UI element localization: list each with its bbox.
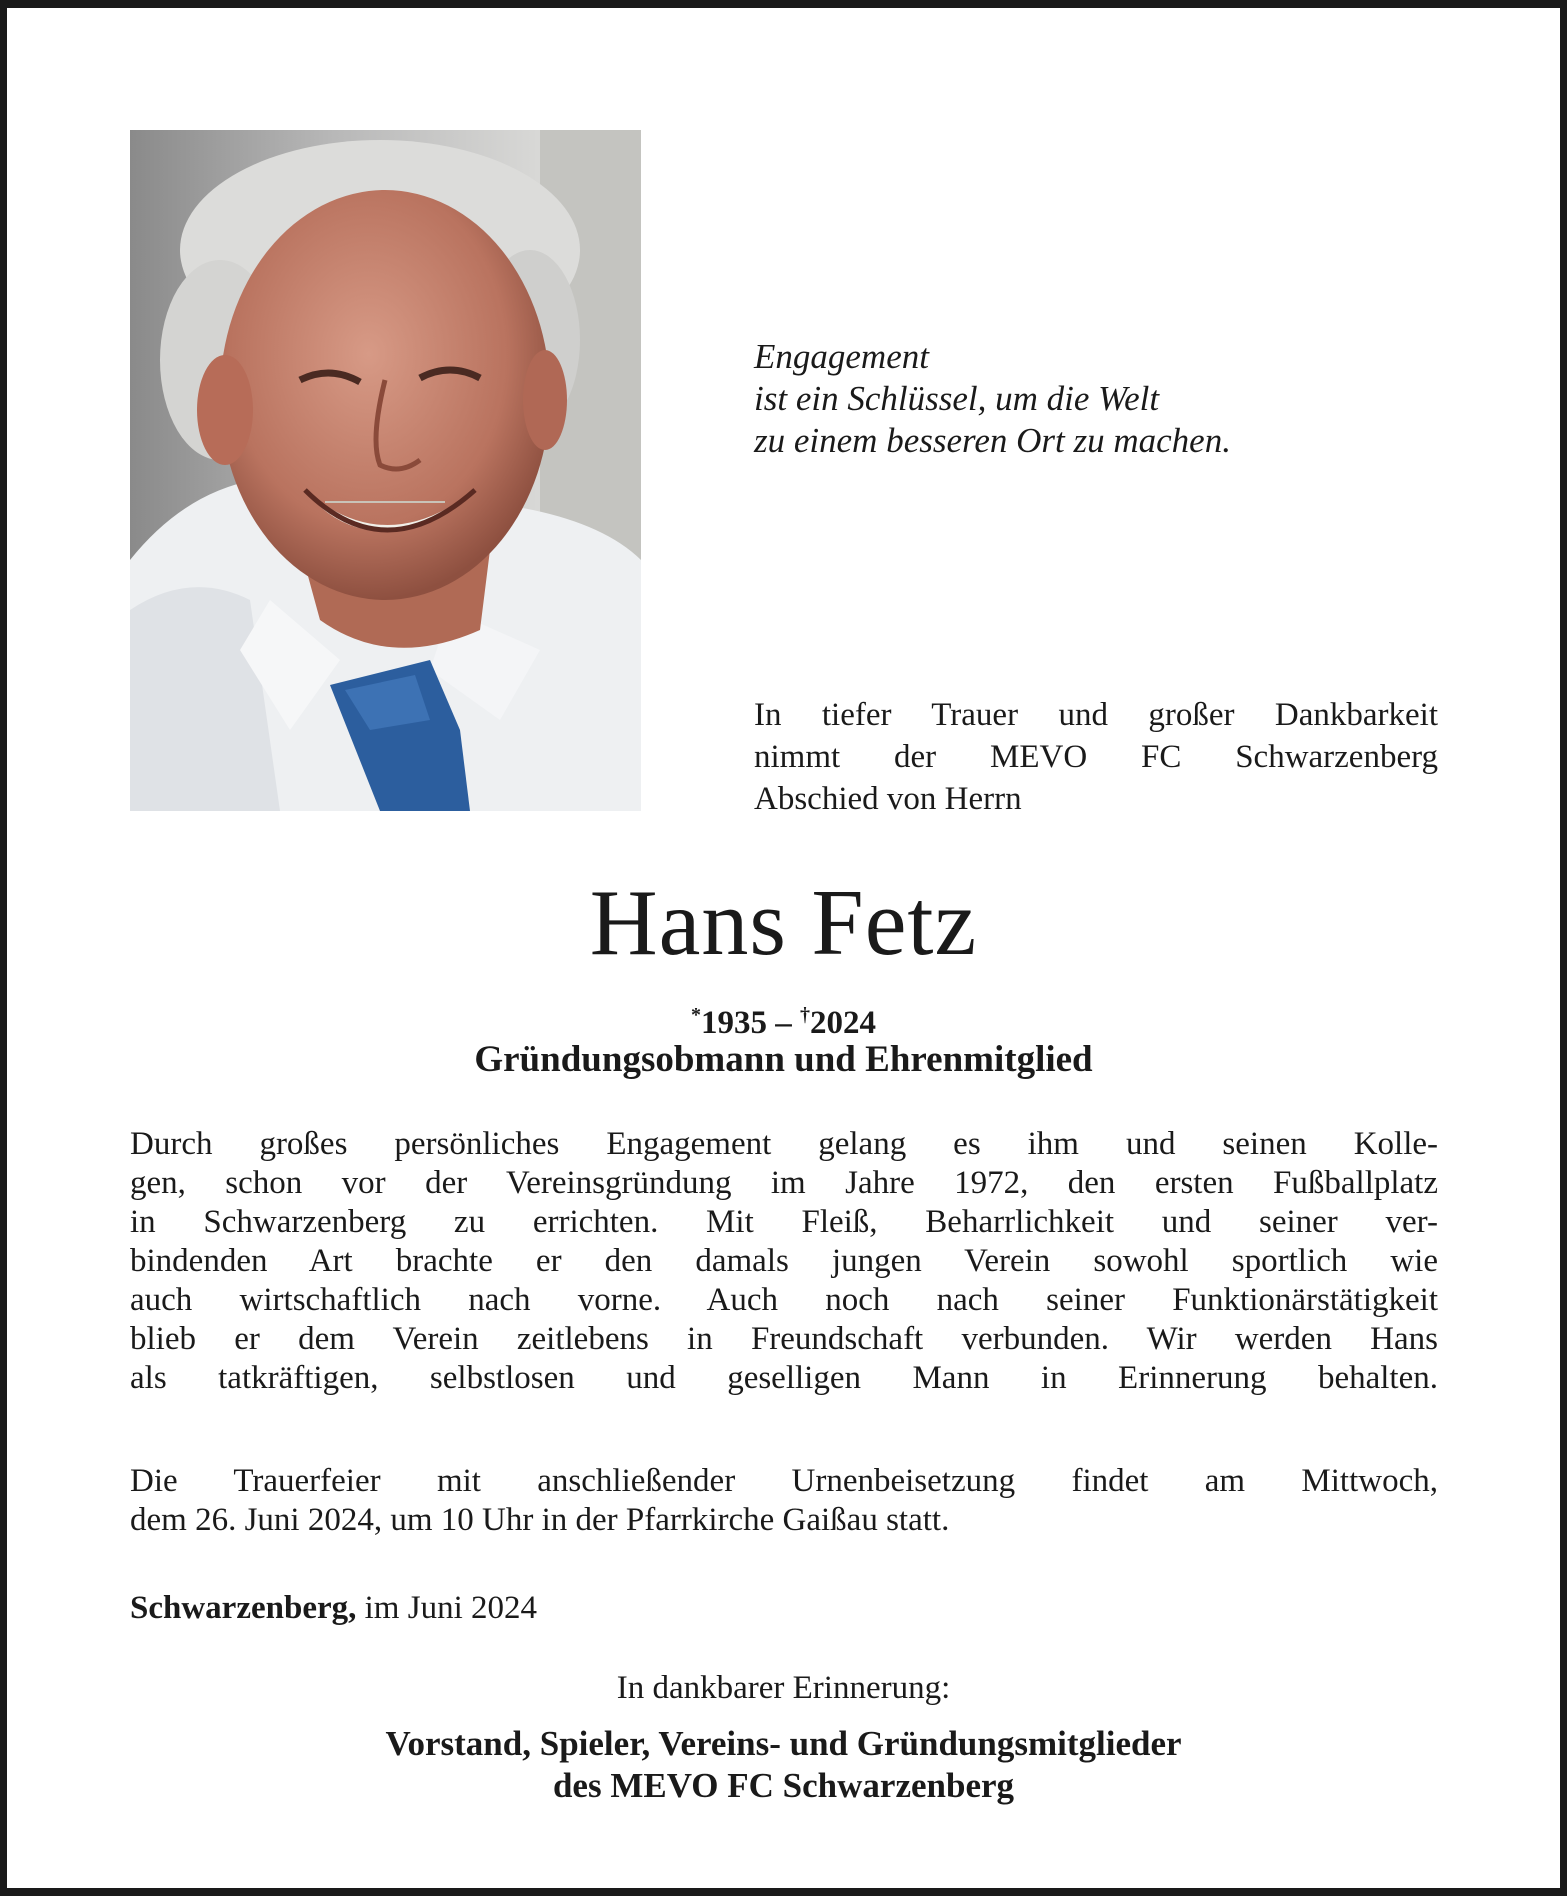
deceased-role: Gründungsobmann und Ehrenmitglied xyxy=(474,1039,1093,1080)
signers-line: Vorstand, Spieler, Vereins- und Gründungsmitglieder xyxy=(385,1724,1182,1763)
funeral-info-paragraph xyxy=(130,1462,1438,1540)
signers xyxy=(0,1723,1567,1807)
quote xyxy=(754,336,1454,462)
quote-line: zu einem besseren Ort zu machen. xyxy=(754,421,1231,460)
intro-line: Abschied von Herrn xyxy=(754,781,1022,817)
paragraph-line: bindenden Art brachte er den damals jungen Verein sowohl sportlich wie xyxy=(130,1243,1438,1279)
portrait-photo-image xyxy=(130,130,641,811)
deceased-name: Hans Fetz xyxy=(589,871,978,975)
place: Schwarzenberg, xyxy=(130,1590,357,1626)
place-date xyxy=(130,1588,537,1628)
date: im Juni 2024 xyxy=(356,1590,537,1626)
paragraph-line: blieb er dem Verein zeitlebens in Freundschaft verbunden. Wir werden Hans xyxy=(130,1321,1438,1357)
portrait-photo xyxy=(130,130,641,811)
quote-line: Engagement xyxy=(754,337,929,376)
birth-symbol: * xyxy=(691,1004,701,1026)
closing-thanks: In dankbarer Erinnerung: xyxy=(616,1670,951,1706)
paragraph-line: gen, schon vor der Vereinsgründung im Jahre 1972, den ersten Fußballplatz xyxy=(130,1165,1438,1201)
intro-line: nimmt der MEVO FC Schwarzenberg xyxy=(754,739,1438,775)
announcement-intro xyxy=(754,694,1438,820)
paragraph-line: in Schwarzenberg zu errichten. Mit Fleiß, Beharrlichkeit und seiner ver- xyxy=(130,1204,1438,1240)
paragraph-line: Die Trauerfeier mit anschließender Urnenbeisetzung findet am Mittwoch, xyxy=(130,1463,1438,1499)
paragraph-line: Durch großes persönliches Engagement gelang es ihm und seinen Kolle- xyxy=(130,1126,1438,1162)
intro-line: In tiefer Trauer und großer Dankbarkeit xyxy=(754,697,1438,733)
signers-line: des MEVO FC Schwarzenberg xyxy=(552,1766,1015,1805)
death-year: 2024 xyxy=(810,1005,876,1041)
birth-year: 1935 xyxy=(701,1005,767,1041)
date-separator: – xyxy=(767,1005,800,1041)
quote-line: ist ein Schlüssel, um die Welt xyxy=(754,379,1160,418)
death-symbol: † xyxy=(800,1004,810,1026)
paragraph-line: auch wirtschaftlich nach vorne. Auch noch nach seiner Funktionärstätigkeit xyxy=(130,1282,1438,1318)
life-dates xyxy=(0,995,1567,1043)
tribute-paragraph xyxy=(130,1125,1438,1398)
paragraph-line: dem 26. Juni 2024, um 10 Uhr in der Pfarrkirche Gaißau statt. xyxy=(130,1502,950,1538)
paragraph-line: als tatkräftigen, selbstlosen und geselligen Mann in Erinnerung behalten. xyxy=(130,1360,1438,1396)
